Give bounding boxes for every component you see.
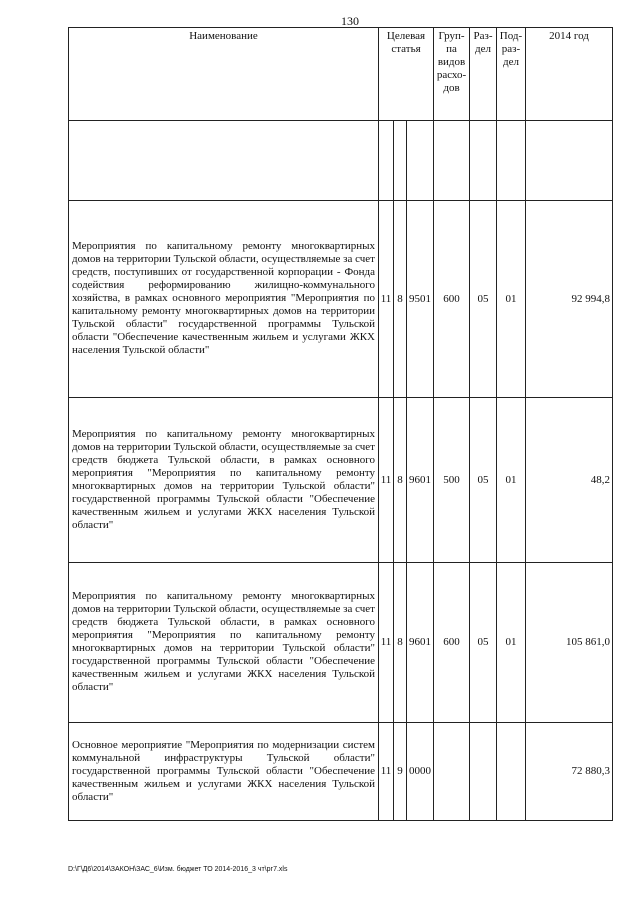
target-part-2: 8 bbox=[394, 201, 407, 398]
subsection-code bbox=[497, 723, 526, 821]
file-path-footer: D:\Г\Д6\2014\ЗАКОН\ЗАС_6\Изм. бюджет ТО 2014-2016_3 чт\рг7.xls bbox=[68, 866, 288, 873]
target-part-3: 0000 bbox=[407, 723, 434, 821]
amount-2014: 48,2 bbox=[526, 398, 613, 563]
amount-2014: 72 880,3 bbox=[526, 723, 613, 821]
amount-2014: 105 861,0 bbox=[526, 563, 613, 723]
expense-group: 600 bbox=[434, 201, 470, 398]
section-code bbox=[470, 723, 497, 821]
section-code: 05 bbox=[470, 201, 497, 398]
subsection-code: 01 bbox=[497, 201, 526, 398]
table-row bbox=[69, 201, 613, 398]
row-name: Мероприятия по капитальному ремонту многоквартирных домов на территории Тульской области, осуществляемые за счет средств бюджета Тульской области, в рамках основного мероприятия "Мероприятия по капитальному ремонту многоквартирных домов на территории Тульской области" государственной программы Тульской области "Обеспечение качественным жильем и услугами ЖКХ населения Тульской области" bbox=[69, 563, 379, 723]
header-group: Груп-па видов расхо-дов bbox=[434, 28, 470, 121]
section-code: 05 bbox=[470, 563, 497, 723]
table-row bbox=[69, 563, 613, 723]
subsection-code: 01 bbox=[497, 563, 526, 723]
section-code: 05 bbox=[470, 398, 497, 563]
target-part-1: 11 bbox=[379, 398, 394, 563]
target-part-3: 9601 bbox=[407, 563, 434, 723]
target-part-2: 8 bbox=[394, 563, 407, 723]
expense-group: 500 bbox=[434, 398, 470, 563]
target-part-3: 9601 bbox=[407, 398, 434, 563]
table-row bbox=[69, 723, 613, 821]
expense-group bbox=[434, 723, 470, 821]
header-year: 2014 год bbox=[526, 28, 613, 121]
expense-group: 600 bbox=[434, 563, 470, 723]
header-section: Раз-дел bbox=[470, 28, 497, 121]
row-name: Мероприятия по капитальному ремонту многоквартирных домов на территории Тульской области, осуществляемые за счет средств, поступивших от государственной корпорации - Фонда содействия реформированию жилищно-коммунального хозяйства, в рамках основного мероприятия "Мероприятия по капитальному ремонту многоквартирных домов на территории Тульской области" государственной программы Тульской области "Обеспечение качественным жильем и услугами ЖКХ населения Тульской области" bbox=[69, 201, 379, 398]
subsection-code: 01 bbox=[497, 398, 526, 563]
table-row bbox=[69, 398, 613, 563]
header-target: Целевая статья bbox=[379, 28, 434, 121]
amount-2014: 92 994,8 bbox=[526, 201, 613, 398]
target-part-1: 11 bbox=[379, 201, 394, 398]
header-subsection: Под-раз-дел bbox=[497, 28, 526, 121]
row-name: Мероприятия по капитальному ремонту многоквартирных домов на территории Тульской области, осуществляемые за счет средств бюджета Тульской области, в рамках основного мероприятия "Мероприятия по капитальному ремонту многоквартирных домов на территории Тульской области" государственной программы Тульской области "Обеспечение качественным жильем и услугами ЖКХ населения Тульской области" bbox=[69, 398, 379, 563]
budget-table bbox=[68, 27, 613, 821]
table-spacer-row bbox=[69, 121, 613, 201]
page-number: 130 bbox=[341, 14, 359, 28]
header-name: Наименование bbox=[69, 28, 379, 121]
target-part-1: 11 bbox=[379, 563, 394, 723]
target-part-2: 8 bbox=[394, 398, 407, 563]
table-header-row bbox=[69, 28, 613, 121]
row-name: Основное мероприятие "Мероприятия по модернизации систем коммунальной инфраструктуры Тульской области" государственной программы Тульской области "Обеспечение качественным жильем и услугами ЖКХ населения Тульской области" bbox=[69, 723, 379, 821]
target-part-2: 9 bbox=[394, 723, 407, 821]
target-part-3: 9501 bbox=[407, 201, 434, 398]
target-part-1: 11 bbox=[379, 723, 394, 821]
